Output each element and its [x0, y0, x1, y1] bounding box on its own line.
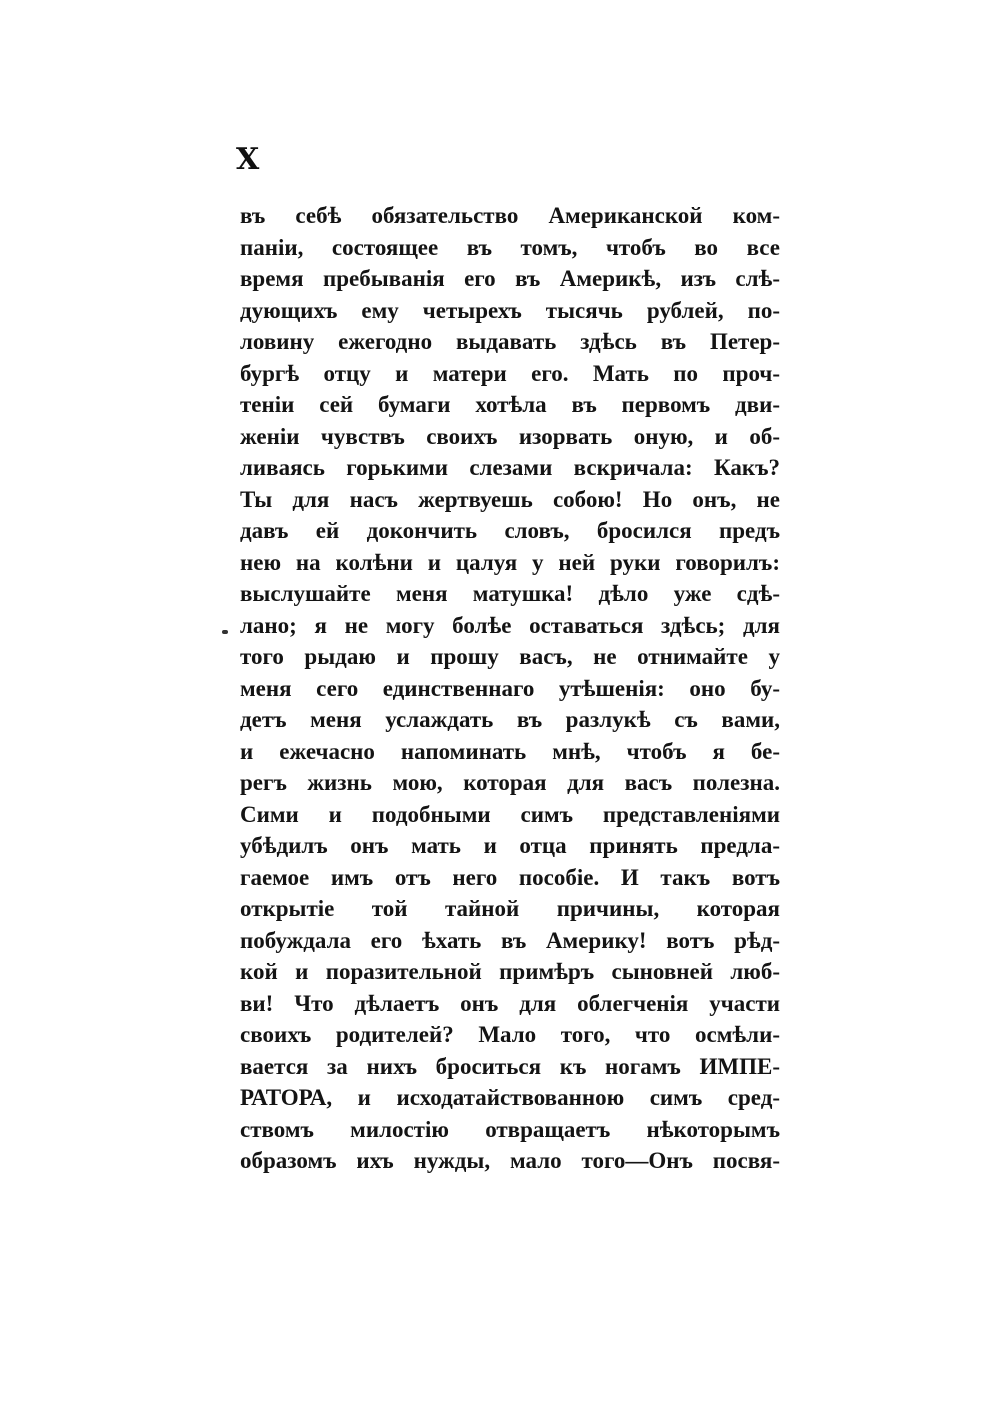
text-line: дующихъ ему четырехъ тысячь рублей, по- [240, 297, 780, 323]
text-line: образомъ ихъ нужды, мало того—Онъ посвя- [240, 1148, 780, 1173]
text-line: вается за нихъ броситься къ ногамъ ИМПЕ- [240, 1053, 780, 1079]
text-line: ловину ежегодно выдавать здѣсь въ Петер- [240, 329, 780, 354]
text-line: регъ жизнь мою, которая для васъ полезна. [240, 770, 780, 795]
text-line: лано; я не могу болѣе оставаться здѣсь; для [240, 612, 780, 638]
text-line: нею на колѣни и цалуя у ней руки говорилъ: [240, 549, 780, 575]
text-line: ви! Что дѣлаетъ онъ для облегченія участи [240, 990, 780, 1016]
text-line: ствомъ милостію отвращаетъ нѣкоторымъ [240, 1116, 780, 1142]
text-line: побуждала его ѣхать въ Америку! вотъ рѣд- [240, 927, 780, 953]
text-line: женіи чувствъ своихъ изорвать оную, и об- [240, 423, 780, 449]
text-line: открытіе той тайной причины, которая [240, 896, 780, 921]
text-line: Ты для насъ жертвуешь собою! Но онъ, не [240, 486, 780, 512]
text-line: детъ меня услаждать въ разлукѣ съ вами, [240, 707, 780, 732]
text-line: гаемое имъ отъ него пособіе. И такъ вотъ [240, 864, 780, 890]
margin-mark [222, 630, 228, 634]
text-line: убѣдилъ онъ мать и отца принять предла- [240, 833, 780, 858]
text-line: давъ ей докончить словъ, бросился предъ [240, 518, 780, 543]
text-line: и ежечасно напоминать мнѣ, чтобъ я бе- [240, 738, 780, 764]
body-text [240, 200, 780, 1177]
text-line: РАТОРА, и исходатайствованною симъ сред- [240, 1085, 780, 1110]
text-line: въ себѣ обязательство Американской ком- [240, 203, 780, 228]
text-line: Сими и подобными симъ представленіями [240, 801, 780, 827]
text-line: ливаясь горькими слезами вскричала: Какъ? [240, 455, 780, 480]
text-line: теніи сей бумаги хотѣла въ первомъ дви- [240, 392, 780, 417]
text-line: своихъ родителей? Мало того, что осмѣли- [240, 1022, 780, 1047]
text-line: меня сего единственнаго утѣшенія: оно бу- [240, 675, 780, 701]
text-line: паніи, состоящее въ томъ, чтобъ во все [240, 234, 780, 260]
text-line: время пребыванія его въ Америкѣ, изъ слѣ- [240, 266, 780, 291]
text-line: бургѣ отцу и матери его. Мать по проч- [240, 360, 780, 386]
text-line: того рыдаю и прошу васъ, не отнимайте у [240, 644, 780, 669]
text-line: выслушайте меня матушка! дѣло уже сдѣ- [240, 581, 780, 606]
page-number: X [236, 142, 261, 177]
text-line: кой и поразительной примѣръ сыновней люб- [240, 959, 780, 984]
